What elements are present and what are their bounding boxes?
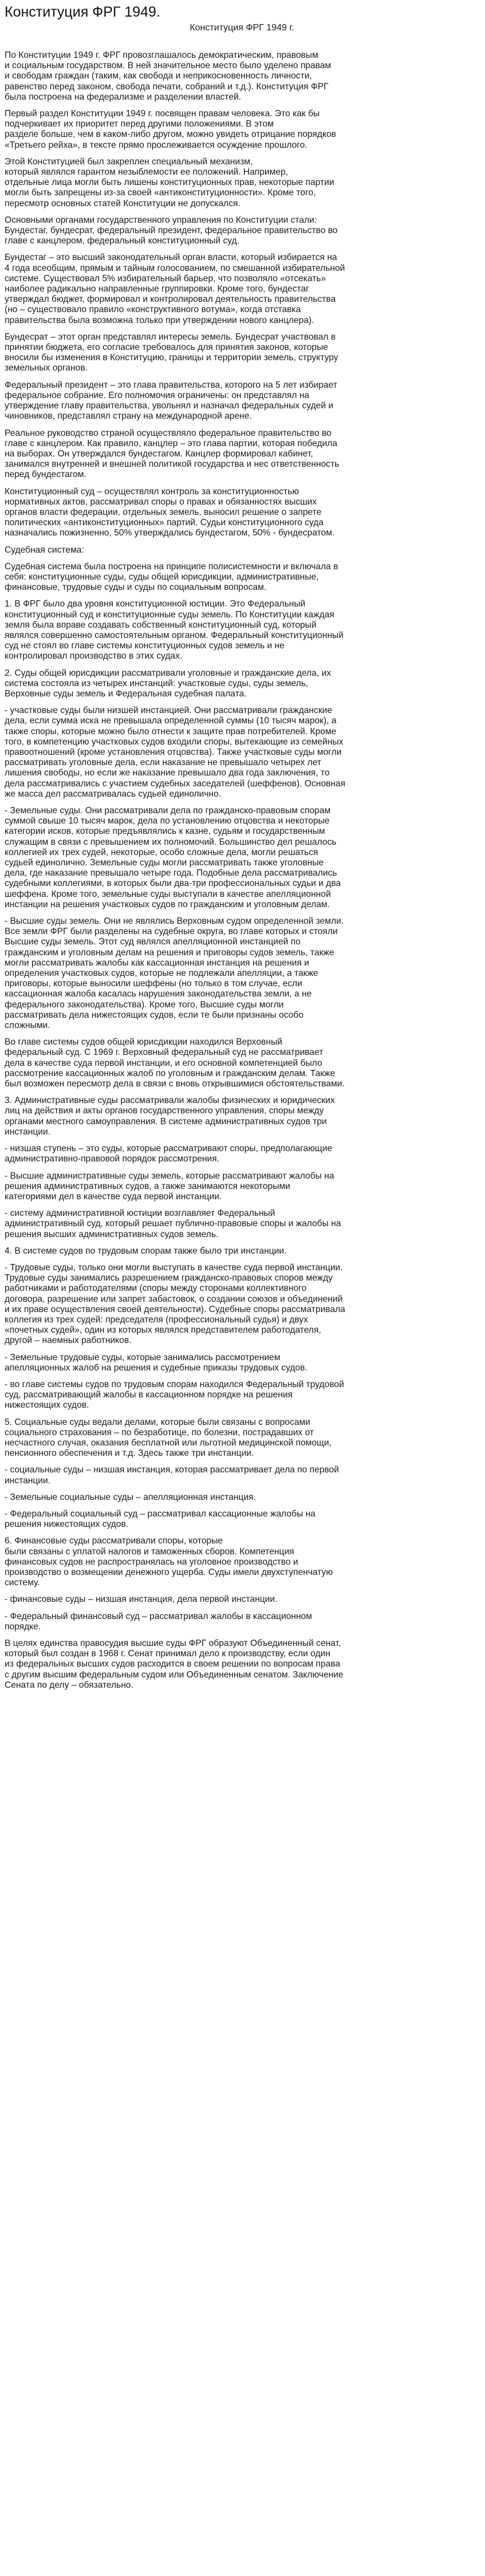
paragraph: 5. Социальные суды ведали делами, которые были связаны с вопросами социального страхования – по безработице, по болезни, пострадавших от несчастного случая, оказания бесплатной или льготной медицинской помощи, пенсионного обеспечения и т.д. Здесь также три инстанции. xyxy=(5,1417,332,1459)
document-body xyxy=(5,50,479,1691)
paragraph: 2. Суды общей юрисдикции рассматривали уголовные и гражданские дела, их система состояла из четырех инстанций: участковые суды, суды земель, Верховные суды земель и Федеральная судебная палата. xyxy=(5,668,332,699)
paragraph: Федеральный президент – это глава правительства, которого на 5 лет избирает федеральное собрание. Его полномочия ограничены: он представлял на утверждение главу правительства, увольнял и назначал федеральных судей и чиновников, представлял страну на международной арене. xyxy=(5,380,337,422)
paragraph: - низшая ступень – это суды, которые рассматривают споры, предполагающие административно-правовой порядок рассмотрения. xyxy=(5,1144,333,1164)
paragraph: - Высшие суды земель. Они не являлись Верховным судом определенной земли. Все земли ФРГ были разделены на судебные округа, во главе которых и стояли Высшие суды земель. Этот суд являлся апелляционной инстанцией по гражданским и уголовным делам на решения и приговоры судов земель, также могли рассматривать жалобы как кассационная инстанция на решения и определения участковых судов, которые не подлежали апелляции, а также приговоры, которые выносили шеффены (но только в том случае, если кассационная жалоба касалась нарушения законодательства земли, а не федерального законодательства). Кроме того, Высшие суды могли рассматривать дела нижестоящих судов, если те были признаны особо сложными. xyxy=(5,916,344,1031)
paragraph: - Высшие административные суды земель, которые рассматривают жалобы на решения административных судов, а также занимаются некоторыми категориями дел в качестве суда первой инстанции. xyxy=(5,1171,334,1202)
paragraph: - систему административной юстиции возглавляет Федеральный административный суд, который решает публично-правовые споры и жалобы на решения высших административных судов земель. xyxy=(5,1208,341,1239)
document-title: Конституция ФРГ 1949. xyxy=(5,4,160,20)
paragraph: В целях единства правосудия высшие суды ФРГ образуют Объединенный сенат, который был создан в 1968 г. Сенат принимал дело к производству, если один из федеральных высших судов расходится в своем решении по вопросам права с другим высшим федеральным судом или Объединенным сенатом. Заключение Сената по делу – обязательно. xyxy=(5,1638,344,1690)
paragraph: - Трудовые суды, только они могли выступать в качестве суда первой инстанции. Трудовые суды занимались разрешением гражданско-правовых споров между работниками и работодателями (споры между сторонами коллективного договора, разрешение или запрет забастовок, о создании союзов и объединений и их праве осуществления своей деятельности). Судебные споры рассматривала коллегия из трех судей: председателя (профессиональный судья) и двух «почетных судей», один из которых являлся представителем работодателя, другой – наемных работников. xyxy=(5,1262,345,1346)
paragraph: Судебная система была построена на принципе полисистемности и включала в себя: конституционные суды, суды общей юрисдикции, административные, финансовые, трудовые суды и суды по социальным вопросам. xyxy=(5,561,338,593)
paragraph: Этой Конституцией был закреплен специальный механизм, который являлся гарантом незыблемости ее положений. Например, отдельные лица могли быть лишены конституционных прав, некоторые партии могли быть запрещены из-за своей «антиконституционности». Кроме того, пересмотр основных статей Конституции не допускался. xyxy=(5,156,334,208)
paragraph: Судебная система: xyxy=(5,545,84,555)
paragraph: Во главе системы судов общей юрисдикции находился Верховный федеральный суд. С 1969 г. Верховный федеральный суд не рассматривает дела в качестве суда первой инстанции, и его основной компетенцией было рассмотрение кассационных жалоб по уголовным и гражданским делам. Также был возможен пересмотр дела в связи с вновь открывшимися обстоятельствами. xyxy=(5,1037,345,1089)
paragraph: По Конституции 1949 г. ФРГ провозглашалось демократическим, правовым и социальным государством. В ней значительное место было уделено правам и свободам граждан (таким, как свобода и неприкосновенность личности, равенство перед законом, свобода печати, собраний и т.д.). Конституция ФРГ была построена на федерализме и разделении властей. xyxy=(5,50,332,102)
paragraph: - финансовые суды – низшая инстанция, дела первой инстанции. xyxy=(5,1594,278,1605)
paragraph: 1. В ФРГ было два уровня конституционной юстиции. Это Федеральный конституционный суд и конституционные суды земель. По Конституции каждая земля была вправе создавать собственный конституционный суд, который являлся совершенно самостоятельным органом. Федеральный конституционный суд не стоял во главе системы конституционных судов земель и не контролировал производство в этих судах. xyxy=(5,599,344,661)
paragraph: - Федеральный финансовый суд – рассматривал жалобы в кассационном порядке. xyxy=(5,1611,312,1632)
paragraph: - социальные суды – низшая инстанция, которая рассматривает дела по первой инстанции. xyxy=(5,1465,339,1486)
paragraph: - Земельные трудовые суды, которые занимались рассмотрением апелляционных жалоб на решения и судебные приказы трудовых судов. xyxy=(5,1352,307,1373)
paragraph: Основными органами государственного управления по Конституции стали: Бундестаг, бундесрат, федеральный президент, федеральное правительство во главе с канцлером, федеральный конституционный суд. xyxy=(5,215,338,246)
paragraph: - Земельные социальные суды – апелляционная инстанция. xyxy=(5,1492,256,1502)
paragraph: - во главе системы судов по трудовым спорам находился Федеральный трудовой суд, рассматривающий жалобы в кассационном порядке на решения нижестоящих судов. xyxy=(5,1379,344,1411)
paragraph: - участковые суды были низшей инстанцией. Они рассматривали гражданские дела, если сумма иска не превышала определенной суммы (10 тысяч марок), а также споры, которые можно было отнести к защите прав потребителей. Кроме того, в компетенцию участковых судов входили споры, вытекающие из семейных правоотношений (кроме установления отцовства). Также участковые суды могли рассматривать уголовные дела, если наказание не превышало четырех лет лишения свободы, но если же наказание превышало два года заключения, то дела рассматривались с участием судебных заседателей (шеффенов). Основная же масса дел рассматривалась судьей единолично. xyxy=(5,706,346,799)
paragraph: 4. В системе судов по трудовым спорам также было три инстанции. xyxy=(5,1246,287,1256)
paragraph: 3. Административные суды рассматривали жалобы физических и юридических лиц на действия и акты органов государственного управления, споры между органами местного самоуправления. В системе административных судов три инстанции. xyxy=(5,1096,335,1137)
paragraph: Бундестаг – это высший законодательный орган власти, который избирается на 4 года всеобщим, прямым и тайным голосованием, по смешанной избирательной системе. Существовал 5% избирательный барьер, что позволяло «отсекать» наиболее радикально направленные группировки. Кроме того, бундестаг утверждал бюджет, формировал и контролировал деятельность правительства (но – существовало правило «конструктивного вотума», когда отставка правительства была возможна только при утверждении нового канцлера). xyxy=(5,253,345,325)
paragraph: Реальное руководство страной осуществляло федеральное правительство во главе с канцлером. Как правило, канцлер – это глава партии, которая победила на выборах. Он утверждался бундестагом. Канцлер формировал кабинет, занимался внутренней и внешней политикой государства и нес ответственность перед бундестагом. xyxy=(5,428,340,480)
paragraph: Бундесрат – этот орган представлял интересы земель. Бундесрат участвовал в принятии бюджета, его согласие требовалось для принятия законов, которые вносили бы изменения в Конституцию, границы и территории земель, структуру земельных органов. xyxy=(5,332,338,373)
paragraph: - Федеральный социальный суд – рассматривал кассационные жалобы на решения нижестоящих судов. xyxy=(5,1508,316,1530)
paragraph: - Земельные суды. Они рассматривали дела по гражданско-правовым спорам суммой свыше 10 тысяч марок, дела по установлению отцовства и некоторые категории исков, которые предъявлялись к казне, судьям и государственным служащим в связи с превышением их полномочий. Большинство дел решалось коллегией их трех судей, некоторые, особо сложные дела, могли решаться судьей единолично. Земельные суды могли рассматривать также уголовные дела, где наказание превышало четыре года. Подобные дела рассматривались судебными коллегиями, в которых были два-три профессиональных судьи и два шеффена. Кроме того, земельные суды выступали в качестве апелляционной инстанции на решения участковых судов по гражданским и уголовным делам. xyxy=(5,806,341,909)
paragraph: 6. Финансовые суды рассматривали споры, которые были связаны с уплатой налогов и таможенных сборов. Компетенция финансовых судов не распространялась на уголовное производство и производство о возмещении денежного ущерба. Суды имели двухступенчатую систему. xyxy=(5,1536,333,1588)
paragraph: Конституционный суд – осуществлял контроль за конституционностью нормативных актов, рассматривал споры о правах и обязанностях высших органов власти федерации, отдельных земель, выносил решение о запрете политических «антиконституционных» партий. Судьи конституционного суда назначались пожизненно, 50% утверждались бундестагом, 50% - бундесратом. xyxy=(5,486,335,538)
document-subtitle: Конституция ФРГ 1949 г. xyxy=(190,23,294,33)
paragraph: Первый раздел Конституции 1949 г. посвящен правам человека. Это как бы подчеркивает их приоритет перед другими положениями. В этом разделе больше, чем в каком-либо другом, можно увидеть отрицание порядков «Третьего рейха», в тексте прямо прослеживается осуждение прошлого. xyxy=(5,109,336,150)
